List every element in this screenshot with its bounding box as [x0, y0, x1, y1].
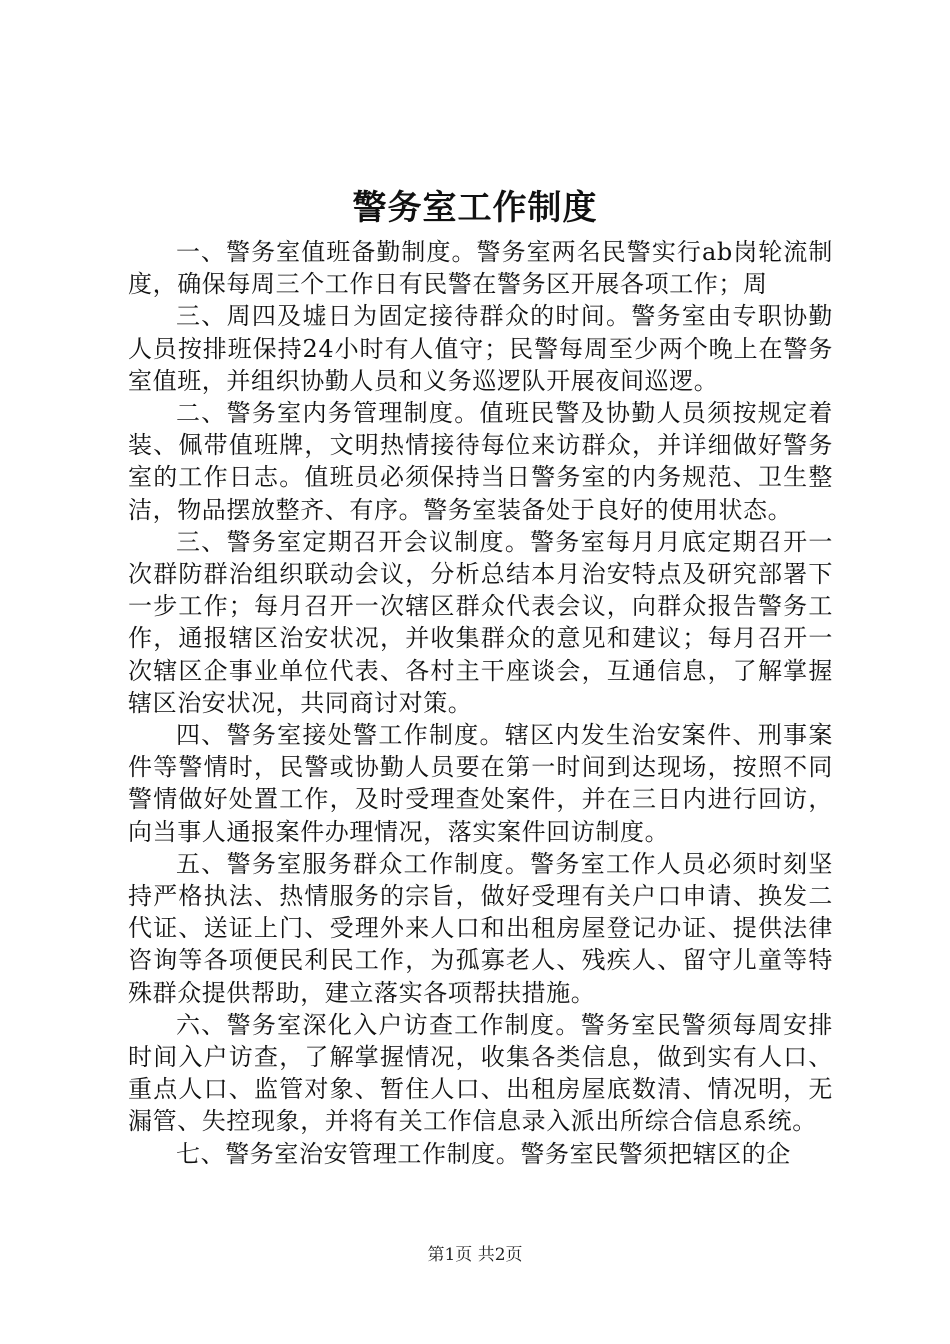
document-title: 警务室工作制度 [352, 188, 598, 228]
paragraph-internal-management: 二、警务室内务管理制度。值班民警及协勤人员须按规定着装、佩带值班牌，文明热情接待每位来访群众，并详细做好警务室的工作日志。值班员必须保持当日警务室的内务规范、卫生整洁，物品摆放整齐、有序。警务室装备处于良好的使用状态。 [128, 399, 833, 524]
paragraph-reception-time: 三、周四及墟日为固定接待群众的时间。警务室由专职协勤人员按排班保持24小时有人值守；民警每周至少两个晚上在警务室值班，并组织协勤人员和义务巡逻队开展夜间巡逻。 [128, 302, 833, 395]
paragraph-duty-rotation: 一、警务室值班备勤制度。警务室两名民警实行ab岗轮流制度，确保每周三个工作日有民警在警务区开展各项工作；周 [128, 238, 833, 299]
page-footer: 第1页 共2页 [427, 1245, 523, 1265]
paragraph-household-visits: 六、警务室深化入户访查工作制度。警务室民警须每周安排时间入户访查，了解掌握情况，收集各类信息，做到实有人口、重点人口、监管对象、暂住人口、出租房屋底数清、情况明，无漏管、失控现象，并将有关工作信息录入派出所综合信息系统。 [128, 1010, 833, 1136]
document-body [128, 236, 833, 1170]
paragraph-incident-handling: 四、警务室接处警工作制度。辖区内发生治安案件、刑事案件等警情时，民警或协勤人员要在第一时间到达现场，按照不同警情做好处置工作，及时受理查处案件，并在三日内进行回访，向当事人通报案件办理情况，落实案件回访制度。 [128, 721, 833, 846]
paragraph-public-service: 五、警务室服务群众工作制度。警务室工作人员必须时刻坚持严格执法、热情服务的宗旨，做好受理有关户口申请、换发二代证、送证上门、受理外来人口和出租房屋登记办证、提供法律咨询等各项便民利民工作，为孤寡老人、残疾人、留守儿童等特殊群众提供帮助，建立落实各项帮扶措施。 [128, 849, 833, 1007]
paragraph-regular-meetings: 三、警务室定期召开会议制度。警务室每月月底定期召开一次群防群治组织联动会议，分析总结本月治安特点及研究部署下一步工作；每月召开一次辖区群众代表会议，向群众报告警务工作，通报辖区治安状况，并收集群众的意见和建议；每月召开一次辖区企事业单位代表、各村主干座谈会，互通信息，了解掌握辖区治安状况，共同商讨对策。 [128, 527, 833, 717]
paragraph-security-management: 七、警务室治安管理工作制度。警务室民警须把辖区的企 [176, 1139, 791, 1168]
